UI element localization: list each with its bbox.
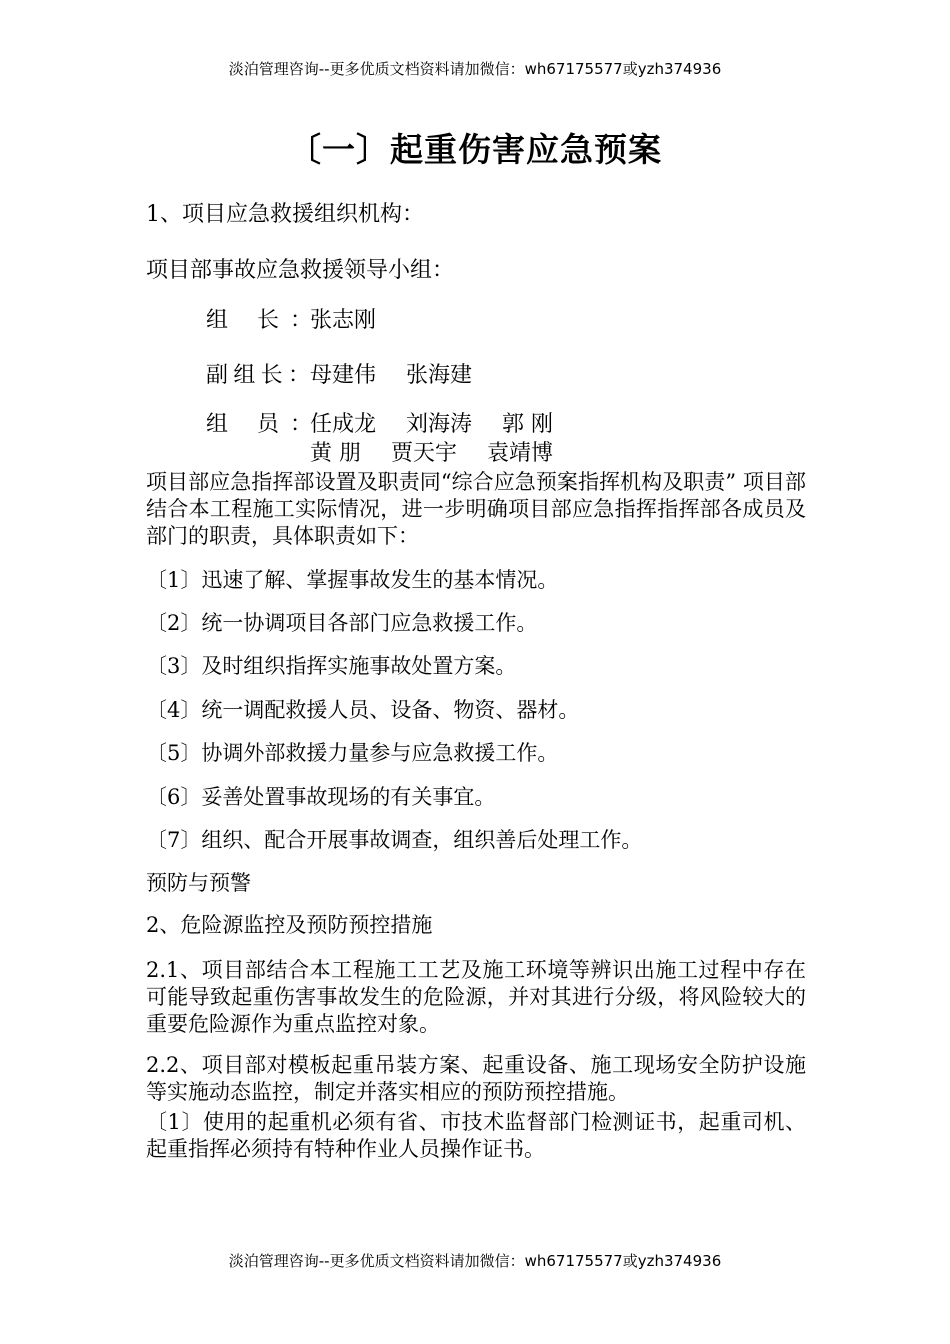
member-name: 贾天宇 — [391, 441, 458, 466]
member-name: 刘海涛 — [406, 412, 473, 437]
duty-item: 〔5〕协调外部救援力量参与应急救援工作。 — [146, 741, 559, 765]
members-row-1 — [206, 413, 553, 437]
prevention-heading: 预防与预警 — [146, 871, 251, 895]
deputy-names — [310, 363, 472, 388]
leader-role: 组 长： — [206, 308, 323, 333]
duty-item: 〔6〕妥善处置事故现场的有关事宜。 — [146, 785, 496, 809]
member-name: 黄 朋 — [310, 441, 361, 466]
members-role: 组 员： — [206, 412, 323, 437]
group-heading: 项目部事故应急救援领导小组： — [146, 258, 455, 283]
member-names-row-1 — [310, 412, 553, 437]
member-name: 任成龙 — [310, 412, 377, 437]
duty-item: 〔3〕及时组织指挥实施事故处置方案。 — [146, 654, 517, 678]
paragraph-item-1: 〔1〕使用的起重机必须有省、市技术监督部门检测证书，起重司机、起重指挥必须持有特种作业人员操作证书。 — [146, 1110, 806, 1161]
section-2-heading: 2、危险源监控及预防预控措施 — [146, 913, 433, 937]
paragraph-2-2: 2.2、项目部对模板起重吊装方案、起重设备、施工现场安全防护设施等实施动态监控，制定并落实相应的预防预控措施。 — [146, 1053, 806, 1104]
leader-name: 张志刚 — [310, 308, 377, 333]
deputy-name: 母建伟 — [310, 363, 377, 388]
members-row-2 — [310, 442, 553, 466]
duty-item: 〔1〕迅速了解、掌握事故发生的基本情况。 — [146, 568, 559, 592]
duty-item: 〔2〕统一协调项目各部门应急救援工作。 — [146, 611, 538, 635]
leader-row — [206, 309, 376, 333]
deputy-name: 张海建 — [406, 363, 473, 388]
deputy-role: 副组长： — [206, 363, 310, 388]
member-name: 郭 刚 — [502, 412, 554, 437]
duty-item: 〔4〕统一调配救援人员、设备、物资、器材。 — [146, 698, 580, 722]
deputy-row — [206, 364, 472, 388]
member-names-row-2 — [310, 441, 553, 466]
paragraph-2-1: 2.1、项目部结合本工程施工工艺及施工环境等辨识出施工过程中存在可能导致起重伤害事故发生的危险源，并对其进行分级，将风险较大的重要危险源作为重点监控对象。 — [146, 958, 806, 1036]
page-header: 淡泊管理咨询--更多优质文档资料请加微信：wh67175577或yzh374936 — [228, 60, 722, 78]
member-name: 袁靖博 — [487, 441, 554, 466]
page-footer: 淡泊管理咨询--更多优质文档资料请加微信：wh67175577或yzh374936 — [228, 1252, 722, 1270]
section-1-heading: 1、项目应急救援组织机构： — [146, 202, 424, 227]
duty-item: 〔7〕组织、配合开展事故调查，组织善后处理工作。 — [146, 828, 643, 852]
document-title: 〔一〕起重伤害应急预案 — [288, 130, 662, 169]
intro-paragraph: 项目部应急指挥部设置及职责同“综合应急预案指挥机构及职责” 项目部结合本工程施工实际情况，进一步明确项目部应急指挥指挥部各成员及部门的职责，具体职责如下： — [146, 470, 806, 548]
